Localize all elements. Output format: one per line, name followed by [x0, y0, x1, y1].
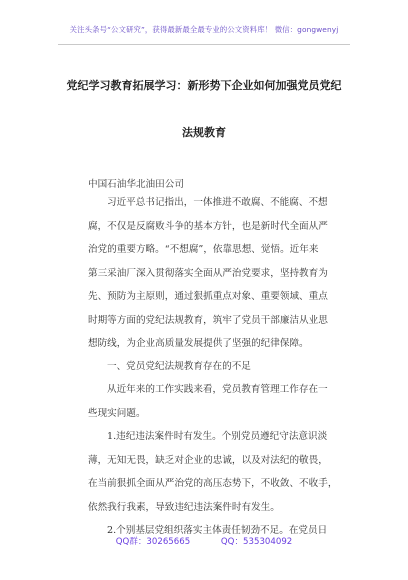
paragraph-3-line: 依然我行我素，导致违纪违法案件时有发生。: [88, 501, 280, 513]
section-heading-text: 一、党员党纪法规教育存在的不足: [107, 361, 251, 372]
paragraph-2-line: 些现实问题。: [88, 407, 146, 419]
paragraph-4-line: 2.个别基层党组织落实主体责任韧劲不足。在党员日: [107, 525, 328, 536]
paragraph-2-line: 从近年来的工作实践来看，党员教育管理工作存在一: [107, 384, 328, 395]
paragraph-1-line: 习近平总书记指出，一体推进不敢腐、不能腐、不想: [107, 197, 328, 208]
paragraph-3-line: 薄，无知无畏，缺乏对企业的忠诚，以及对法纪的敬畏，: [88, 454, 328, 466]
paragraph-3: [88, 425, 338, 519]
paragraph-1-line: 第三采油厂深入贯彻落实全面从严治党要求，坚持教育为: [88, 267, 328, 279]
paragraph-3-line: 在当前狠抓全面从严治党的高压态势下，不收敛、不收手，: [88, 478, 338, 489]
paragraph-3-line: 1.违纪违法案件时有发生。个别党员遵纪守法意识淡: [107, 431, 328, 442]
paragraph-2: [88, 378, 334, 425]
footer-qq-group: QQ群：30265665: [115, 537, 191, 547]
footer-qq: QQ：535304092: [220, 537, 293, 547]
section-heading-1: [88, 355, 334, 379]
document-title-line1: 党纪学习教育拓展学习：新形势下企业如何加强党员党纪: [66, 79, 342, 92]
footer-contacts: [0, 535, 408, 547]
paragraph-1-line: 想防线，为企业高质量发展提供了坚强的纪律保障。: [88, 338, 309, 349]
paragraph-1: [88, 191, 334, 356]
document-title-line2: 法规教育: [182, 126, 226, 139]
header-divider: [58, 44, 350, 45]
organization-name: 中国石油华北油田公司: [88, 179, 184, 190]
paragraph-1-line: 时期等方面的党纪法规教育，筑牢了党员干部廉洁从业思: [88, 314, 328, 326]
paragraph-1-line: 先、预防为主原则，通过狠抓重点对象、重要领域、重点: [88, 291, 328, 302]
paragraph-1-line: 腐，不仅是反腐败斗争的基本方针，也是新时代全面从严: [88, 220, 328, 232]
header-banner: 关注头条号“公文研究”，获得最新最全最专业的公文资料库！ 微信：gongwenyj: [69, 25, 339, 34]
paragraph-1-line: 治党的重要方略。“不想腐”，依靠思想、觉悟。近年来: [88, 244, 319, 255]
